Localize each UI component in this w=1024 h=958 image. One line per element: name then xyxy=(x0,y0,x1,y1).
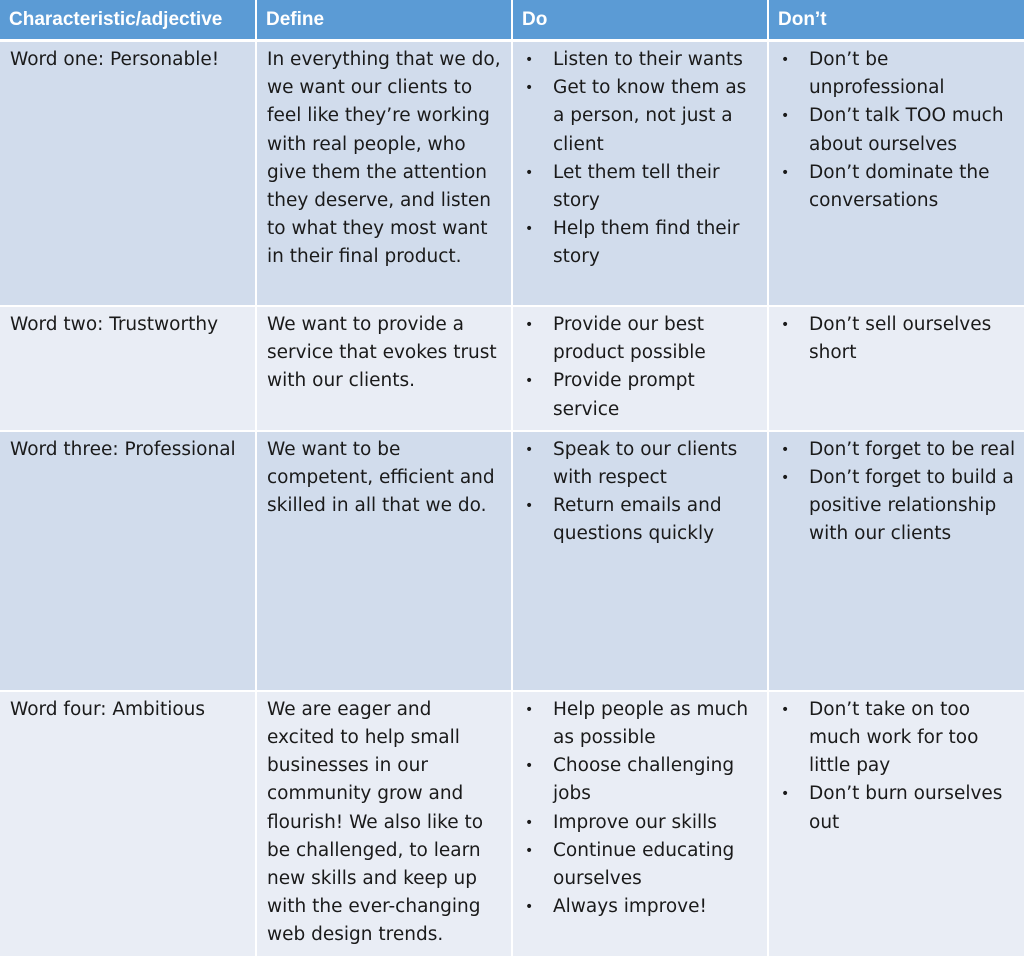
bullet-icon: • xyxy=(525,814,534,831)
do-list xyxy=(523,436,759,549)
cell-dont xyxy=(768,306,1024,431)
cell-do xyxy=(512,41,768,307)
list-item-text: Don’t take on too much work for too little pay xyxy=(809,698,979,777)
cell-define: We want to provide a service that evokes trust with our clients. xyxy=(256,306,512,431)
bullet-icon: • xyxy=(781,701,790,718)
table-row xyxy=(0,431,1024,691)
list-item-text: Don’t sell ourselves short xyxy=(809,314,992,364)
list-item xyxy=(523,696,759,752)
cell-dont xyxy=(768,431,1024,691)
list-item xyxy=(779,46,1016,102)
list-item-text: Provide our best product possible xyxy=(553,314,706,364)
list-item xyxy=(523,367,759,423)
list-item-text: Don’t burn ourselves out xyxy=(809,783,1003,833)
list-item xyxy=(523,752,759,808)
bullet-icon: • xyxy=(781,441,790,458)
list-item-text: Don’t talk TOO much about ourselves xyxy=(809,105,1004,155)
list-item-text: Help people as much as possible xyxy=(553,698,749,749)
bullet-icon: • xyxy=(525,701,534,718)
list-item-text: Speak to our clients with respect xyxy=(553,438,738,489)
bullet-icon: • xyxy=(525,317,534,333)
bullet-icon: • xyxy=(781,108,790,125)
cell-dont xyxy=(768,41,1024,307)
bullet-icon: • xyxy=(525,373,534,390)
list-item xyxy=(779,436,1016,464)
table-header xyxy=(0,0,1024,41)
list-item xyxy=(523,46,759,74)
list-item xyxy=(523,436,759,492)
bullet-icon: • xyxy=(525,221,534,238)
bullet-icon: • xyxy=(525,842,534,859)
bullet-icon: • xyxy=(525,899,534,916)
table-row xyxy=(0,306,1024,431)
list-item-text: Provide prompt service xyxy=(553,370,695,420)
list-item-text: Improve our skills xyxy=(553,811,717,833)
cell-define: We want to be competent, efficient and skilled in all that we do. xyxy=(256,431,512,691)
bullet-icon: • xyxy=(525,52,534,68)
list-item xyxy=(523,809,759,837)
list-item xyxy=(779,102,1016,158)
cell-characteristic: Word one: Personable! xyxy=(0,41,256,307)
list-item-text: Listen to their wants xyxy=(553,49,743,70)
list-item xyxy=(523,215,759,271)
header-dont: Don’t xyxy=(768,0,1024,41)
bullet-icon: • xyxy=(525,80,534,97)
list-item-text: Help them find their story xyxy=(553,218,740,268)
table-row xyxy=(0,41,1024,307)
list-item xyxy=(779,780,1016,836)
cell-dont xyxy=(768,691,1024,957)
list-item xyxy=(523,159,759,215)
dont-list xyxy=(779,696,1016,837)
cell-do xyxy=(512,431,768,691)
list-item-text: Don’t forget to be real xyxy=(809,438,1016,460)
list-item-text: Get to know them as a person, not just a client xyxy=(553,77,747,155)
header-characteristic: Characteristic/adjective xyxy=(0,0,256,41)
bullet-icon: • xyxy=(525,164,534,181)
list-item xyxy=(523,893,759,921)
list-item-text: Let them tell their story xyxy=(553,161,720,212)
list-item xyxy=(523,492,759,548)
list-item-text: Return emails and questions quickly xyxy=(553,495,722,545)
dont-list xyxy=(779,311,1016,367)
cell-characteristic: Word four: Ambitious xyxy=(0,691,256,957)
dont-list xyxy=(779,436,1016,549)
header-do: Do xyxy=(512,0,768,41)
bullet-icon: • xyxy=(781,52,790,68)
cell-characteristic: Word three: Professional xyxy=(0,431,256,691)
cell-characteristic: Word two: Trustworthy xyxy=(0,306,256,431)
list-item xyxy=(779,464,1016,549)
list-item-text: Choose challenging jobs xyxy=(553,755,735,805)
cell-define: In everything that we do, we want our clients to feel like they’re working with real people, who give them the attention they deserve, and listen to what they most want in their final product. xyxy=(256,41,512,307)
list-item xyxy=(523,311,759,367)
bullet-icon: • xyxy=(525,498,534,515)
bullet-icon: • xyxy=(781,164,790,181)
bullet-icon: • xyxy=(525,441,534,458)
cell-do xyxy=(512,306,768,431)
cell-define: We are eager and excited to help small businesses in our community grow and flourish! We also like to be challenged, to learn new skills and keep up with the ever-changing web design trends. xyxy=(256,691,512,957)
do-list xyxy=(523,696,759,922)
list-item-text: Don’t dominate the conversations xyxy=(809,161,990,212)
list-item xyxy=(523,837,759,893)
list-item xyxy=(779,159,1016,215)
list-item-text: Always improve! xyxy=(553,896,707,918)
table-row xyxy=(0,691,1024,957)
header-row xyxy=(0,0,1024,41)
list-item-text: Don’t forget to build a positive relationship with our clients xyxy=(809,467,1014,545)
table-body xyxy=(0,41,1024,957)
dont-list xyxy=(779,46,1016,215)
list-item xyxy=(779,696,1016,781)
do-list xyxy=(523,311,759,424)
header-define: Define xyxy=(256,0,512,41)
bullet-icon: • xyxy=(525,758,534,775)
list-item-text: Continue educating ourselves xyxy=(553,839,735,890)
bullet-icon: • xyxy=(781,470,790,487)
list-item xyxy=(779,311,1016,367)
bullet-icon: • xyxy=(781,786,790,803)
list-item-text: Don’t be unprofessional xyxy=(809,49,945,99)
do-list xyxy=(523,46,759,272)
cell-do xyxy=(512,691,768,957)
list-item xyxy=(523,74,759,159)
bullet-icon: • xyxy=(781,317,790,333)
